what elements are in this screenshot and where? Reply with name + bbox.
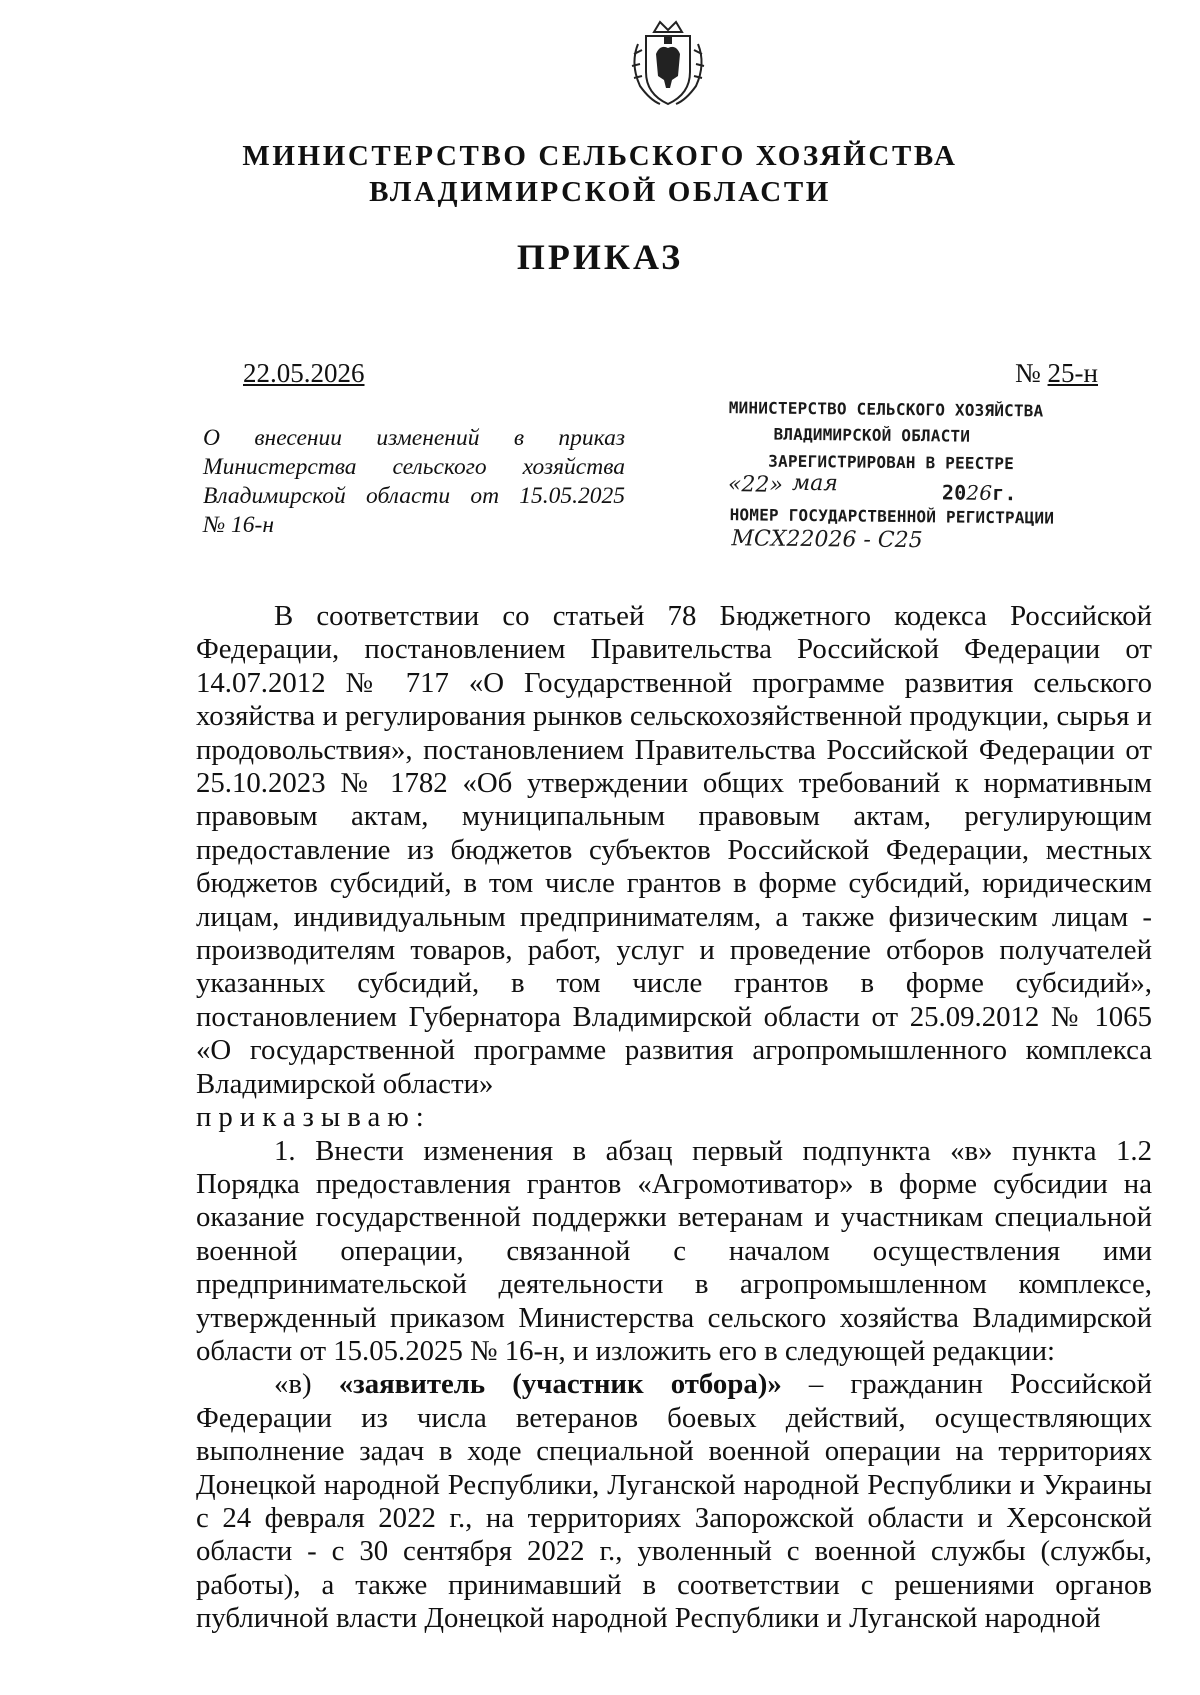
quoted-definition-paragraph	[196, 1368, 1152, 1635]
quote-prefix: «в)	[274, 1368, 339, 1401]
stamp-line2: ВЛАДИМИРСКОЙ ОБЛАСТИ	[773, 424, 971, 446]
order-number	[1015, 358, 1098, 389]
stamp-reg-number: МСХ22026 - С25	[731, 526, 923, 554]
document-body	[196, 600, 1152, 1636]
stamp-line1: МИНИСТЕРСТВО СЕЛЬСКОГО ХОЗЯЙСТВА	[728, 398, 1044, 421]
document-type: ПРИКАЗ	[516, 237, 684, 277]
order-word: приказываю:	[196, 1101, 431, 1134]
stamp-year-prefix: 20	[941, 480, 967, 505]
registration-stamp	[727, 398, 1079, 567]
stamp-line5: НОМЕР ГОСУДАРСТВЕННОЙ РЕГИСТРАЦИИ	[729, 505, 1055, 528]
stamp-year-suffix: 26	[966, 480, 993, 505]
order-subject	[203, 424, 625, 540]
order-number-value: 25-н	[1047, 358, 1098, 388]
item-1-paragraph: 1. Внести изменения в абзац первый подпункта «в» пункта 1.2 Порядка предоставления грантов «Агромотиватор» в форме субсидии на оказание государственной поддержки ветеранам и участникам специальной военной операции, связанной с началом осуществления ими предпринимательской деятельности в агропромышленном комплексе, утвержденный приказом Министерства сельского хозяйства Владимирской области от 15.05.2025 № 16-н, и изложить его в следующей редакции:	[196, 1134, 1152, 1367]
ministry-name-line1: МИНИСТЕРСТВО СЕЛЬСКОГО ХОЗЯЙСТВА	[242, 140, 958, 172]
coat-of-arms-icon	[620, 14, 716, 110]
order-date: 22.05.2026	[243, 358, 365, 388]
stamp-month: мая	[791, 470, 839, 497]
stamp-year	[942, 480, 1017, 505]
preamble-paragraph: В соответствии со статьей 78 Бюджетного кодекса Российской Федерации, постановлением Правительства Российской Федерации от 14.07.2012 № 717 «О Государственной программе развития сельского хозяйства и регулирования рынков сельскохозяйственной продукции, сырья и продовольствия», постановлением Правительства Российской Федерации от 25.10.2023 № 1782 «Об утверждении общих требований к нормативным правовым актам, муниципальным правовым актам, регулирующим предоставление из бюджетов субъектов Российской Федерации, местных бюджетов субсидий, в том числе грантов в форме субсидий, юридическим лицам, индивидуальным предпринимателям, а также физическим лицам - производителям товаров, работ, услуг и проведение отборов получателей указанных субсидий, в том числе грантов в форме субсидий», постановлением Губернатора Владимирской области от 25.09.2012 № 1065 «О государственной программе развития агропромышленного комплекса Владимирской области»	[196, 600, 1152, 1100]
quote-term: «заявитель (участник отбора)»	[338, 1368, 782, 1401]
quote-text: – гражданин Российской Федерации из числа ветеранов боевых действий, осуществляющих выполнение задач в ходе специальной военной операции на территориях Донецкой народной Республики, Луганской народной Республики и Украины с 24 февраля 2022 г., на территориях Запорожской области и Херсонской области - с 30 сентября 2022 г., уволенный с военной службы (службы, работы), а также принимавший в соответствии с решениями органов публичной власти Донецкой народной Республики и Луганской народной	[196, 1368, 1152, 1635]
ministry-name	[0, 138, 1200, 210]
ministry-name-line2: ВЛАДИМИРСКОЙ ОБЛАСТИ	[369, 176, 831, 208]
order-subject-last: № 16-н	[203, 512, 275, 538]
order-subject-main: О внесении изменений в приказ Министерства сельского хозяйства Владимирской области от 15.05.2025	[203, 425, 625, 509]
order-number-prefix: №	[1015, 358, 1048, 388]
stamp-day: «22»	[727, 472, 784, 498]
stamp-line3: ЗАРЕГИСТРИРОВАН В РЕЕСТРЕ	[768, 451, 1015, 474]
stamp-year-end: г.	[992, 480, 1017, 506]
